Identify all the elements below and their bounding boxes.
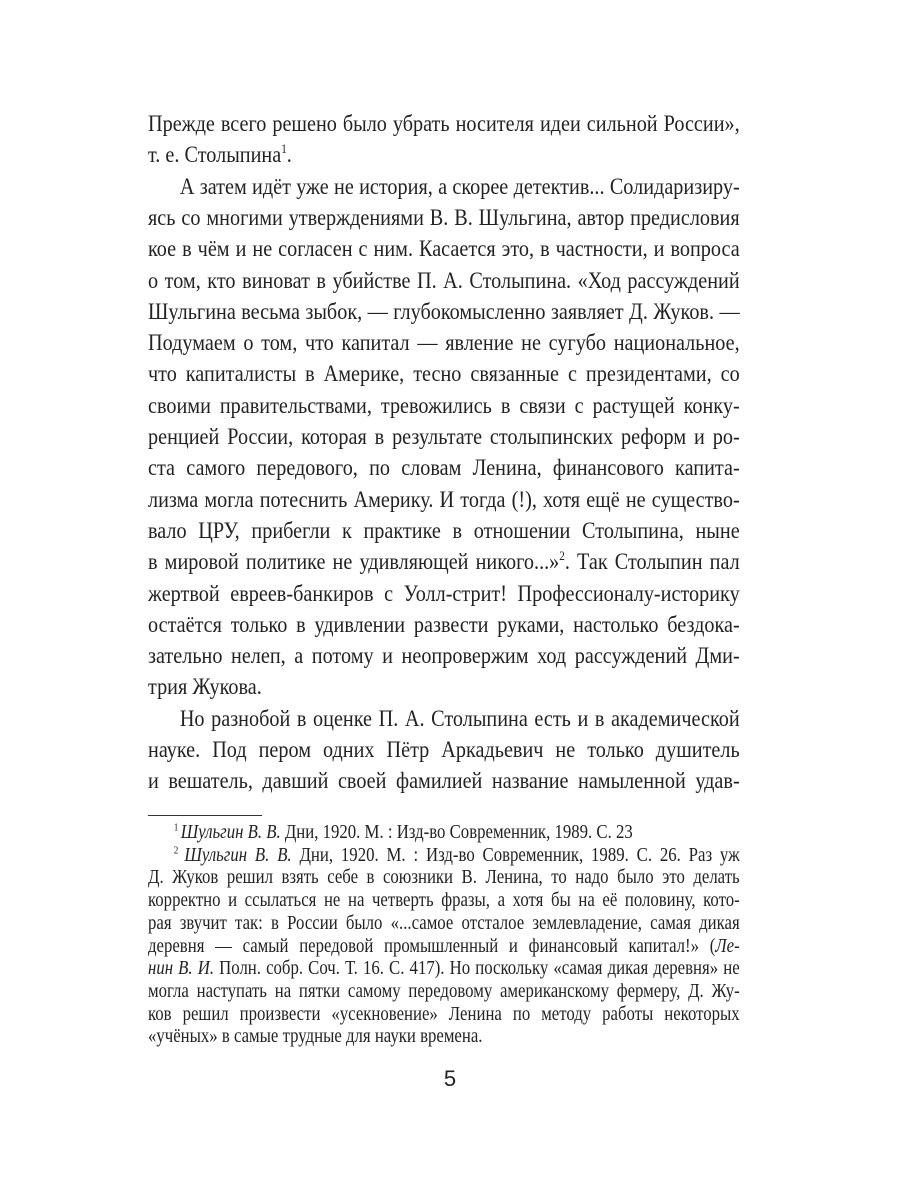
text-line [148, 516, 740, 547]
text-line [148, 766, 740, 797]
italic-citation: Шульгин В. В. [180, 822, 281, 843]
text-segment: деревня — самый передовой промышленный и финансовый капитал!» ( [148, 935, 716, 957]
text-segment: и вешатель, давший своей фамилией название намыленной удав- [148, 768, 740, 795]
text-segment: что капиталисты в Америке, тесно связанные с президентами, со [148, 361, 740, 388]
footnote-line [148, 981, 740, 1003]
text-segment: трия Жукова. [148, 674, 262, 701]
text-segment: ков решил произвести «усекновение» Ленина по методу работы некоторых [148, 1003, 740, 1025]
text-line [148, 391, 740, 422]
text-segment: о том, кто виноват в убийстве П. А. Столыпина. «Ход рассуждений [148, 267, 740, 294]
text-line [148, 579, 740, 610]
text-segment: своими правительствами, тревожились в связи с растущей конку- [148, 392, 740, 419]
footnote-line [148, 822, 740, 844]
text-line [148, 610, 740, 641]
footnote-marker[interactable]: 2 [559, 548, 565, 564]
text-segment: Но разнобой в оценке П. А. Столыпина есть и в академической [179, 705, 740, 732]
text-segment: т. е. Столыпина [148, 142, 282, 169]
text-segment: Шульгина весьма зыбок, — глубокомысленно заявляет Д. Жуков. — [148, 298, 740, 325]
text-line [148, 547, 740, 578]
text-line [148, 109, 740, 140]
footnote-line [148, 845, 740, 867]
text-segment: корректно и ссылаться не на четверть фразы, а хотя бы на её половину, кото- [148, 890, 740, 912]
text-line [148, 328, 740, 359]
text-segment: зательно нелеп, а потому и неопровержим ход рассуждений Дми- [148, 643, 740, 670]
text-segment: ясь со многими утверждениями В. В. Шульгина, автор предисловия [148, 204, 740, 231]
footnote-marker: 2 [173, 844, 185, 857]
text-line [148, 453, 740, 484]
text-segment: Дни, 1920. М. : Изд-во Современник, 1989. С. 26. Раз уж [291, 844, 740, 866]
text-segment: «учёных» в самые трудные для науки времена. [148, 1026, 483, 1048]
footnote-line [148, 890, 740, 912]
text-line [148, 672, 740, 703]
text-segment: жертвой евреев-банкиров с Уолл-стрит! Профессионалу-историку [148, 580, 740, 607]
page-number: 5 [443, 1066, 457, 1091]
footnote-line [148, 1004, 740, 1026]
text-segment: ренцией России, которая в результате столыпинских реформ и ро- [148, 424, 740, 450]
text-line [148, 359, 740, 390]
footnote-separator [148, 815, 262, 816]
footnote-line [148, 867, 740, 889]
text-line [148, 641, 740, 672]
text-line [148, 735, 740, 766]
italic-citation: Ле- [715, 935, 740, 957]
footnote-marker: 1 [173, 821, 181, 834]
footnote-line [148, 936, 740, 958]
text-segment: Прежде всего решено было убрать носителя идеи сильной России», [148, 111, 740, 137]
text-segment: вало ЦРУ, прибегли к практике в отношении Столыпина, ныне [148, 517, 740, 544]
text-line [148, 422, 740, 453]
text-line [148, 485, 740, 516]
text-line [148, 172, 740, 203]
text-segment: могла наступать на пятки самому передовому американскому фермеру, Д. Жу- [148, 980, 740, 1002]
text-segment: Д. Жуков решил взять себе в союзники В. Ленина, то надо было это делать [148, 867, 740, 889]
text-line [148, 266, 740, 297]
text-line [148, 203, 740, 234]
text-segment: ста самого передового, по словам Ленина, финансового капита- [148, 455, 740, 482]
text-segment: лизма могла потеснить Америку. И тогда (!), хотя ещё не существо- [148, 486, 740, 513]
footnote-line [148, 958, 740, 980]
text-segment: Полн. собр. Соч. Т. 16. С. 417). Но поскольку «самая дикая деревня» не [214, 958, 740, 980]
text-segment: А затем идёт уже не история, а скорее детектив... Солидаризиру- [179, 173, 740, 200]
text-segment: в мировой политике не удивляющей никого...» [148, 549, 560, 576]
italic-citation: Шульгин В. В. [184, 844, 292, 866]
footnote-marker[interactable]: 1 [281, 141, 287, 157]
text-line [148, 234, 740, 265]
text-segment: науке. Под пером одних Пётр Аркадьевич не только душитель [148, 737, 740, 763]
text-segment: Подумаем о том, что капитал — явление не сугубо национальное, [148, 330, 740, 357]
text-segment: рая звучит так: в России было «...самое отсталое землевладение, самая дикая [148, 912, 740, 934]
footnote-line [148, 1026, 740, 1048]
italic-citation: нин В. И. [148, 958, 215, 980]
text-segment: остаётся только в удивлении развести руками, настолько бездока- [148, 611, 740, 638]
text-segment: Дни, 1920. М. : Изд-во Современник, 1989. С. 23 [280, 822, 633, 843]
text-line [148, 140, 740, 171]
text-segment: . [286, 142, 292, 169]
text-segment: кое в чём и не согласен с ним. Касается это, в частности, и вопроса [148, 236, 740, 263]
footnote-line [148, 913, 740, 935]
text-line [148, 297, 740, 328]
text-segment: . Так Столыпин пал [564, 549, 740, 576]
text-line [148, 704, 740, 735]
